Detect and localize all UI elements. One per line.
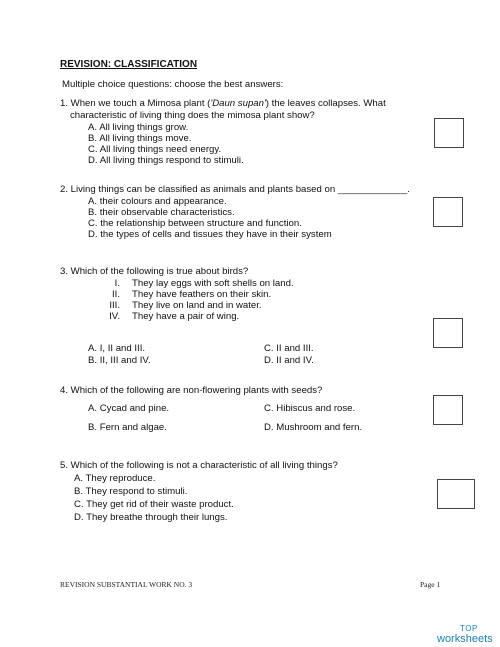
page-title: REVISION: CLASSIFICATION — [60, 59, 198, 70]
question-2-option-b: B. their observable characteristics. — [88, 207, 235, 218]
statement-3-number: III. — [109, 300, 120, 311]
question-5-option-a: A. They reproduce. — [74, 473, 156, 484]
question-4-option-b: B. Fern and algae. — [88, 422, 167, 433]
footer-title: REVISION SUBSTANTIAL WORK NO. 3 — [60, 580, 193, 589]
statement-1-text: They lay eggs with soft shells on land. — [132, 278, 294, 289]
statement-1-number: I. — [114, 278, 120, 289]
question-4-stem: 4. Which of the following are non-flowering plants with seeds? — [60, 385, 323, 396]
question-1-option-d: D. All living things respond to stimuli. — [88, 155, 244, 166]
question-5-option-b: B. They respond to stimuli. — [74, 486, 188, 497]
question-3-option-b: B. II, III and IV. — [88, 355, 151, 366]
statement-2-text: They have feathers on their skin. — [132, 289, 272, 300]
question-4-option-d: D. Mushroom and fern. — [264, 422, 363, 433]
question-4-option-c: C. Hibiscus and rose. — [264, 403, 356, 414]
question-2-option-c: C. the relationship between structure and function. — [88, 218, 302, 229]
question-1-stem-line-2: characteristic of living thing does the mimosa plant show? — [70, 110, 315, 121]
question-1-answer-box[interactable] — [434, 118, 464, 148]
question-5-answer-box[interactable] — [437, 479, 475, 509]
statement-4-number: IV. — [109, 311, 120, 322]
statement-2-number: II. — [112, 289, 120, 300]
brand-logo-top: TOP — [460, 624, 478, 633]
question-1-stem: 1. When we touch a Mimosa plant ('Daun supan') the leaves collapses. What — [60, 98, 386, 109]
question-4-option-a: A. Cycad and pine. — [88, 403, 170, 414]
instruction-text: Multiple choice questions: choose the best answers: — [62, 79, 284, 90]
question-3-stem: 3. Which of the following is true about birds? — [60, 266, 249, 277]
question-3-option-c: C. II and III. — [264, 343, 314, 354]
brand-logo: worksheets — [437, 633, 493, 645]
question-5-stem: 5. Which of the following is not a characteristic of all living things? — [60, 460, 338, 471]
question-5-option-c: C. They get rid of their waste product. — [74, 499, 234, 510]
question-3-answer-box[interactable] — [433, 318, 463, 348]
question-1-option-c: C. All living things need energy. — [88, 144, 222, 155]
question-1-option-a: A. All living things grow. — [88, 122, 189, 133]
question-2-option-a: A. their colours and appearance. — [88, 196, 227, 207]
question-3-option-a: A. I, II and III. — [88, 343, 146, 354]
question-2-option-d: D. the types of cells and tissues they have in their system — [88, 229, 332, 240]
question-4-answer-box[interactable] — [433, 395, 463, 425]
question-2-answer-box[interactable] — [433, 197, 463, 227]
statement-3-text: They live on land and in water. — [132, 300, 262, 311]
page-number: Page 1 — [420, 580, 441, 589]
question-3-option-d: D. II and IV. — [264, 355, 314, 366]
question-2-stem: 2. Living things can be classified as animals and plants based on _____________. — [60, 184, 410, 195]
question-5-option-d: D. They breathe through their lungs. — [74, 512, 228, 523]
statement-4-text: They have a pair of wing. — [132, 311, 240, 322]
question-1-option-b: B. All living things move. — [88, 133, 192, 144]
